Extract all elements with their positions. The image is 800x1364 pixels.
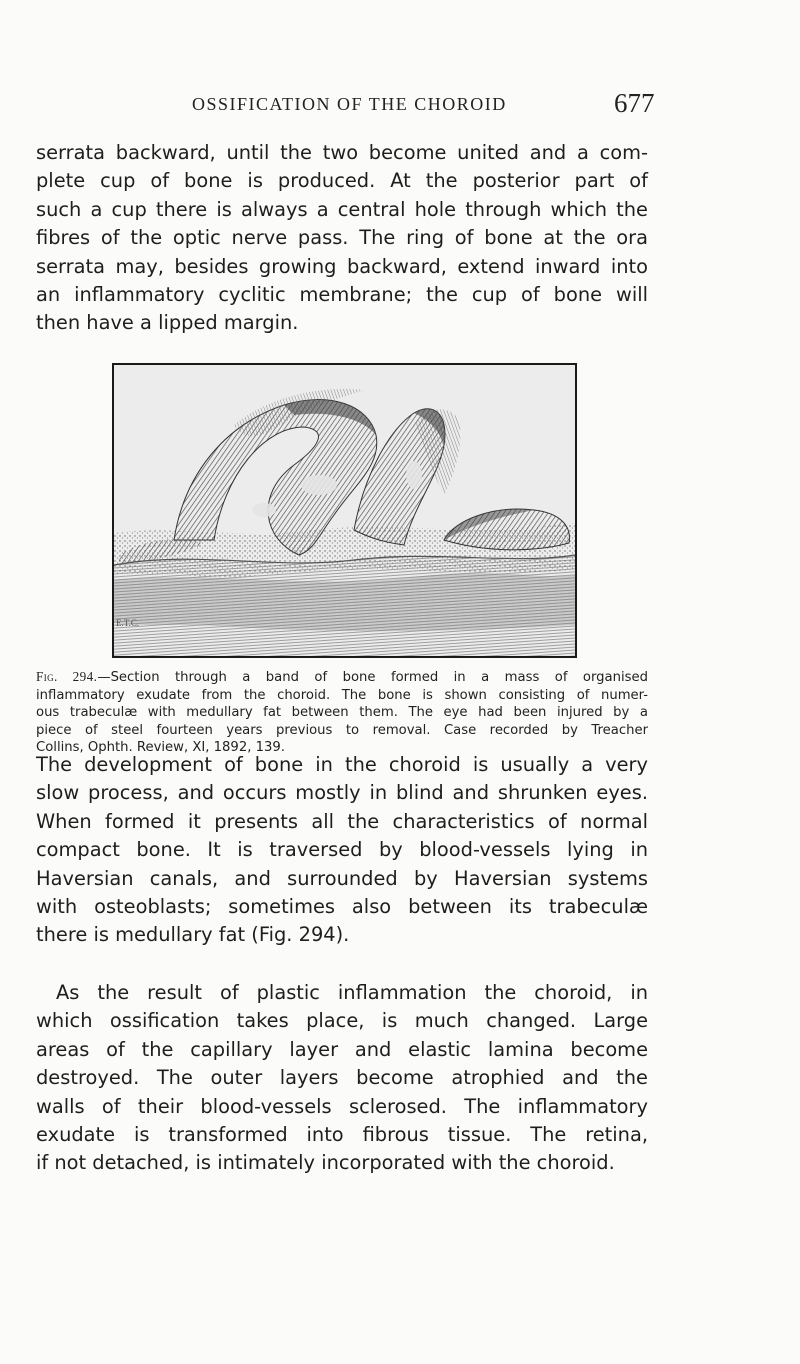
paragraph-line: As the result of plastic inflammation the choroid, in bbox=[56, 981, 648, 1004]
paragraph-line: compact bone. It is traversed by blood-vessels lying in bbox=[36, 838, 648, 862]
paragraph-line: Haversian canals, and surrounded by Haversian systems bbox=[36, 866, 648, 890]
paragraph-line: walls of their blood-vessels sclerosed. The inflammatory bbox=[36, 1094, 648, 1118]
paragraph-two bbox=[36, 751, 648, 950]
running-head bbox=[0, 88, 800, 122]
caption-line: piece of steel fourteen years previous to removal. Case recorded by Treacher bbox=[36, 722, 648, 738]
paragraph-line: serrata backward, until the two become united and a com- bbox=[36, 141, 648, 164]
caption-line bbox=[36, 668, 648, 687]
paragraph-line: When formed it presents all the characteristics of normal bbox=[36, 809, 648, 833]
paragraph-three bbox=[36, 979, 648, 1178]
paragraph-line: there is medullary fat (Fig. 294). bbox=[36, 923, 350, 947]
running-title: OSSIFICATION OF THE CHOROID bbox=[192, 94, 507, 114]
paragraph-line: if not detached, is intimately incorporated with the choroid. bbox=[36, 1151, 615, 1175]
paragraph-line: The development of bone in the choroid is usually a very bbox=[36, 753, 648, 776]
paragraph-line: which ossification takes place, is much changed. Large bbox=[36, 1009, 648, 1033]
paragraph-line: areas of the capillary layer and elastic lamina become bbox=[36, 1037, 648, 1061]
figure-label: Fig. 294. bbox=[36, 669, 98, 684]
caption-line: ous trabeculæ with medullary fat between them. The eye had been injured by a bbox=[36, 705, 648, 721]
paragraph-line: plete cup of bone is produced. At the posterior part of bbox=[36, 169, 648, 193]
paragraph-line: serrata may, besides growing backward, extend inward into bbox=[36, 254, 648, 278]
paragraph-line: slow process, and occurs mostly in blind and shrunken eyes. bbox=[36, 781, 648, 805]
paragraph-line: destroyed. The outer layers become atrophied and the bbox=[36, 1066, 648, 1090]
illustrator-initials: E.T.C. bbox=[116, 618, 140, 628]
page-number: 677 bbox=[614, 88, 655, 118]
caption-line: inflammatory exudate from the choroid. The bone is shown consisting of numer- bbox=[36, 687, 648, 703]
paragraph-line: then have a lipped margin. bbox=[36, 311, 299, 335]
paragraph-line: fibres of the optic nerve pass. The ring of bone at the ora bbox=[36, 226, 648, 250]
bone-section-illustration bbox=[114, 365, 575, 656]
paragraph-line: an inflammatory cyclitic membrane; the cup of bone will bbox=[36, 283, 648, 307]
figure-294-micrograph bbox=[112, 363, 577, 658]
paragraph-one bbox=[36, 139, 648, 338]
figure-caption bbox=[36, 668, 648, 757]
paragraph-line: exudate is transformed into fibrous tissue. The retina, bbox=[36, 1123, 648, 1147]
paragraph-line: such a cup there is always a central hole through which the bbox=[36, 197, 648, 221]
paragraph-line: with osteoblasts; sometimes also between its trabeculæ bbox=[36, 895, 648, 919]
caption-first-line: —Section through a band of bone formed in a mass of organised bbox=[97, 670, 649, 685]
caption-line: Collins, Ophth. Review, XI, 1892, 139. bbox=[36, 740, 285, 756]
